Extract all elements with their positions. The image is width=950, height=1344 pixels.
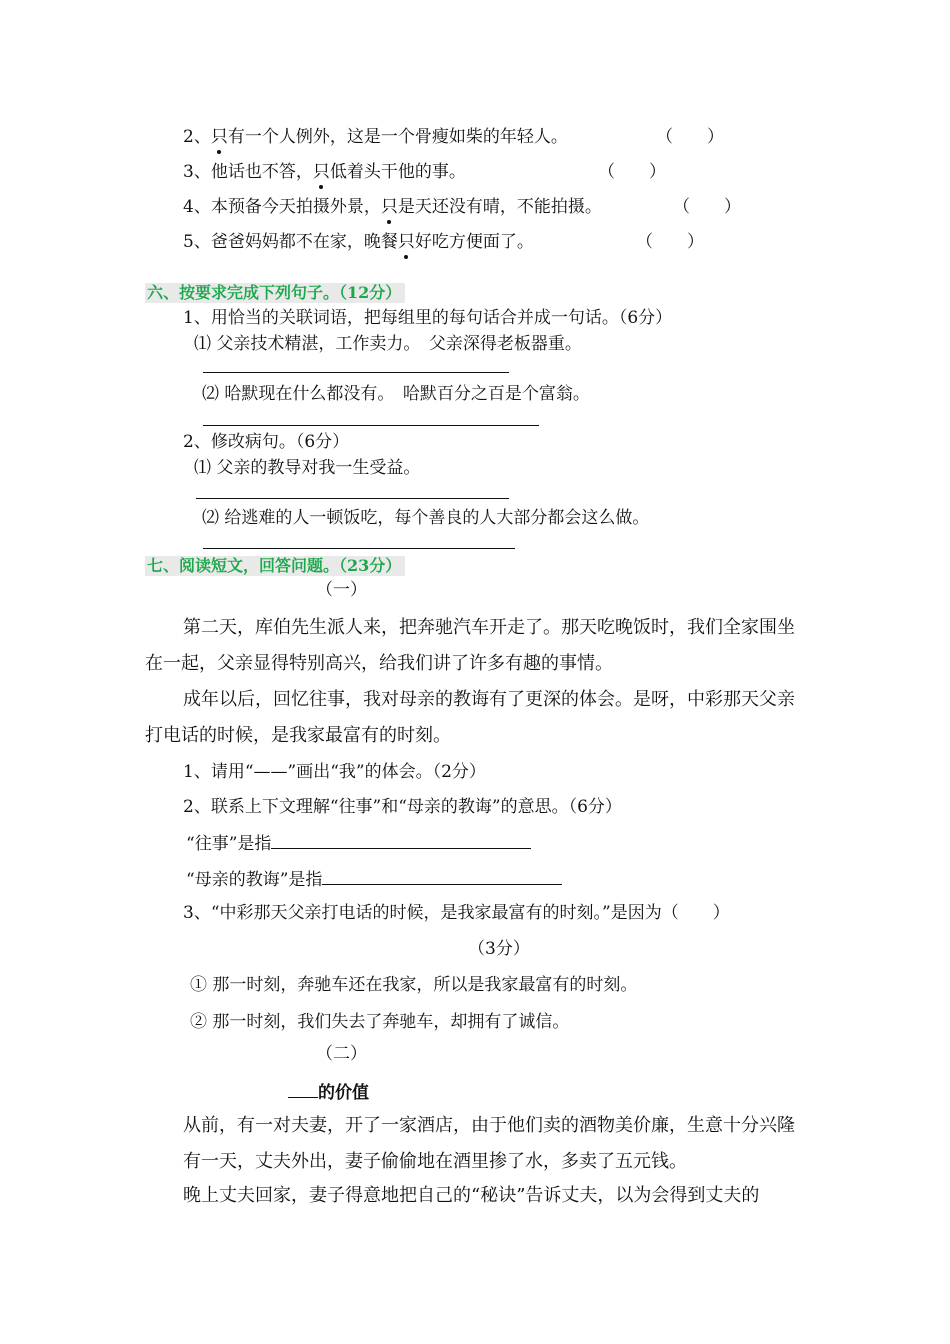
judge-item-4-answer[interactable]: （ ） (673, 197, 741, 217)
answer-line-jiaohui[interactable] (322, 866, 562, 885)
judge-item-5 (183, 231, 534, 253)
judge-item-2-text: 有一个人例外，这是一个骨瘦如柴的年轻人。 (227, 127, 568, 147)
judge-item-5-pre: 5、爸爸妈妈都不在家，晚餐 (183, 232, 398, 252)
dotted-char: 只 (312, 162, 330, 182)
judge-item-3-answer[interactable]: （ ） (598, 162, 666, 182)
reading-question-2a-label: “往事”是指 (186, 834, 272, 854)
passage-2-title-text: 的价值 (318, 1083, 369, 1103)
passage-1-para-1-line-2: 在一起，父亲显得特别高兴，给我们讲了许多有趣的事情。 (145, 653, 613, 674)
reading-question-2b (186, 866, 562, 891)
passage-1-para-2-line-1: 成年以后，回忆往事，我对母亲的教诲有了更深的体会。是呀，中彩那天父亲 (183, 689, 795, 710)
passage-2-label: （二） (316, 1044, 367, 1064)
reading-question-3-score: （3分） (468, 939, 530, 959)
judge-item-2-answer[interactable]: （ ） (656, 127, 724, 147)
judge-item-3-pre: 3、他话也不答， (183, 162, 313, 182)
passage-1-para-2-line-2: 打电话的时候，是我家最富有的时刻。 (145, 725, 451, 746)
reading-question-3: 3、“中彩那天父亲打电话的时候，是我家最富有的时刻。”是因为（ ） (183, 903, 730, 923)
answer-line-1b[interactable] (203, 425, 539, 426)
judge-item-4-pre: 4、本预备今天拍摄外景， (183, 197, 381, 217)
judge-item-3-text: 低着头干他的事。 (329, 162, 466, 182)
answer-line-1a[interactable] (203, 372, 509, 373)
answer-line-2a[interactable] (196, 498, 509, 499)
passage-2-line-1: 从前，有一对夫妻，开了一家酒店，由于他们卖的酒物美价廉，生意十分兴隆 (183, 1115, 795, 1136)
option-2[interactable]: ② 那一时刻，我们失去了奔驰车，却拥有了诚信。 (190, 1012, 570, 1032)
dotted-char: 只 (380, 197, 398, 217)
section-6-question-1a: ⑴ 父亲技术精湛，工作卖力。 父亲深得老板器重。 (194, 334, 582, 354)
reading-question-2a (186, 830, 531, 855)
section-6-question-2a: ⑴ 父亲的教导对我一生受益。 (194, 458, 421, 478)
passage-2-line-3: 晚上丈夫回家，妻子得意地把自己的“秘诀”告诉丈夫，以为会得到丈夫的 (183, 1185, 760, 1206)
answer-line-wangshi[interactable] (271, 830, 531, 849)
passage-1-label: （一） (316, 580, 367, 600)
passage-2-line-2: 有一天，丈夫外出，妻子偷偷地在酒里掺了水，多卖了五元钱。 (183, 1151, 687, 1172)
reading-question-1: 1、请用“——”画出“我”的体会。（2分） (183, 762, 486, 782)
reading-question-2: 2、联系上下文理解“往事”和“母亲的教诲”的意思。（6分） (183, 797, 622, 817)
option-1[interactable]: ① 那一时刻，奔驰车还在我家，所以是我家最富有的时刻。 (190, 975, 638, 995)
judge-item-2-num: 2、 (183, 127, 211, 147)
judge-item-4 (183, 196, 602, 218)
judge-item-5-text: 好吃方便面了。 (414, 232, 534, 252)
passage-1-para-1-line-1: 第二天，库伯先生派人来，把奔驰汽车开走了。那天吃晚饭时，我们全家围坐 (183, 617, 795, 638)
section-6-question-2b: ⑵ 给逃难的人一顿饭吃，每个善良的人大部分都会这么做。 (202, 508, 650, 528)
section-7-title: 七、阅读短文，回答问题。（23分） (145, 556, 405, 576)
section-6-question-1b: ⑵ 哈默现在什么都没有。 哈默百分之百是个富翁。 (202, 384, 590, 404)
reading-question-2b-label: “母亲的教诲”是指 (186, 870, 323, 890)
section-6-question-2: 2、修改病句。（6分） (183, 432, 350, 452)
judge-item-3 (183, 161, 466, 183)
section-6-question-1: 1、用恰当的关联词语，把每组里的每句话合并成一句话。（6分） (183, 308, 673, 328)
answer-line-2b[interactable] (203, 548, 515, 549)
judge-item-4-text: 是天还没有晴，不能拍摄。 (397, 197, 602, 217)
dotted-char: 只 (210, 127, 228, 147)
dotted-char: 只 (397, 232, 415, 252)
judge-item-5-answer[interactable]: （ ） (636, 232, 704, 252)
title-answer-blank[interactable] (288, 1079, 318, 1098)
judge-item-2 (183, 126, 568, 148)
passage-2-title (288, 1079, 369, 1104)
section-6-title: 六、按要求完成下列句子。（12分） (145, 283, 405, 303)
